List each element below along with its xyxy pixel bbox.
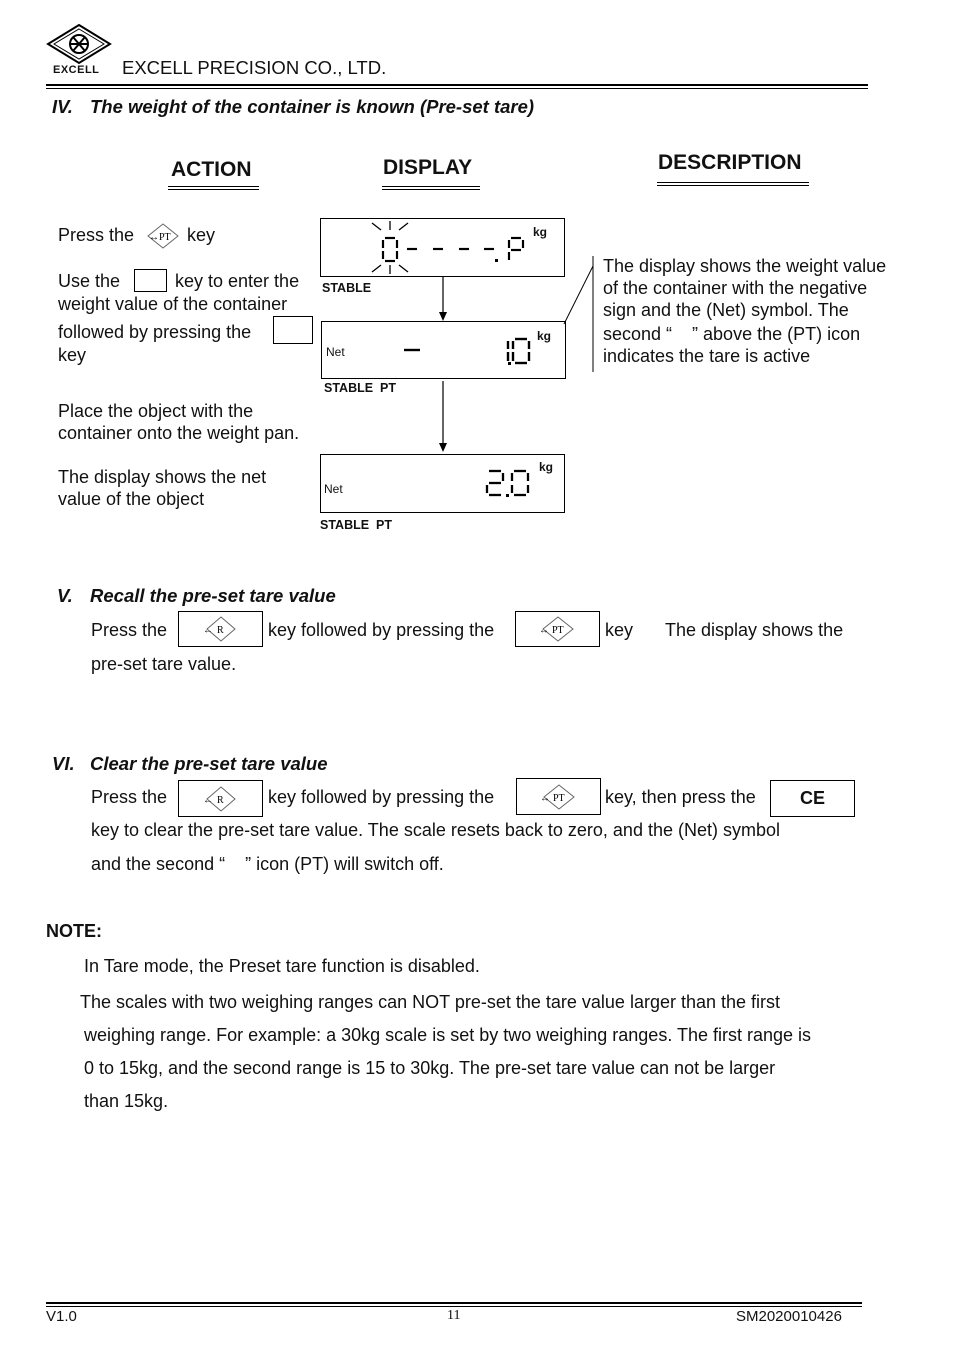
action-net-line1: The display shows the net xyxy=(58,467,267,487)
footer-doc-code: SM2020010426 xyxy=(736,1308,842,1325)
action-place-line2: container onto the weight pan. xyxy=(58,423,300,443)
section-v-number: V. xyxy=(57,585,73,606)
action-press-key: key xyxy=(187,225,216,245)
pt-key[interactable] xyxy=(515,611,600,647)
action-followed-key: key xyxy=(58,345,87,365)
header-rule xyxy=(46,84,868,89)
pt-key-label-3: PT xyxy=(553,793,565,804)
pt-key-3[interactable] xyxy=(516,778,601,815)
lcd-3-unit: kg xyxy=(539,460,554,474)
display-underline xyxy=(382,186,480,190)
excell-logo-icon xyxy=(46,24,112,66)
recall-key-2[interactable] xyxy=(178,780,263,817)
section-v-followed: key followed by pressing the xyxy=(268,620,495,640)
action-place-line1: Place the object with the xyxy=(58,401,254,421)
lcd-3-net-label: Net xyxy=(324,482,343,496)
pt-key-icon xyxy=(145,222,181,250)
svg-text:↔: ↔ xyxy=(149,232,159,243)
ce-key[interactable]: CE xyxy=(770,780,855,817)
section-iv-number: IV. xyxy=(52,96,73,117)
recall-key-label-2: R xyxy=(217,795,224,806)
lcd-3-digits xyxy=(321,455,564,512)
lcd-display-3 xyxy=(320,454,565,513)
arrow-down-icon xyxy=(436,276,450,321)
arrow-down-icon-2 xyxy=(436,381,450,453)
recall-key-label: R xyxy=(217,625,224,636)
lcd-3-status: STABLE PT xyxy=(320,518,392,532)
action-use-line2: weight value of the container xyxy=(58,294,288,314)
lcd-2-status: STABLE PT xyxy=(324,381,396,395)
pt-key-icon-3 xyxy=(539,783,577,811)
svg-text:↔: ↔ xyxy=(540,793,550,804)
lcd-display-2 xyxy=(321,321,566,379)
action-use: Use the xyxy=(58,271,121,291)
section-vi-followed: key followed by pressing the xyxy=(268,787,495,807)
recall-key[interactable] xyxy=(178,611,263,647)
lcd-2-digits xyxy=(322,322,565,378)
column-display-heading: DISPLAY xyxy=(383,156,473,179)
section-vi-title: Clear the pre-set tare value xyxy=(90,753,328,774)
company-name: EXCELL PRECISION CO., LTD. xyxy=(122,57,387,78)
action-followed: followed by pressing the xyxy=(58,322,252,342)
action-use-post: key to enter the xyxy=(175,271,300,291)
action-net-line2: value of the object xyxy=(58,489,205,509)
section-vi-press: Press the xyxy=(91,787,168,807)
lcd-1-digits xyxy=(321,219,564,276)
column-description-heading: DESCRIPTION xyxy=(658,151,802,174)
flash-rays-icon xyxy=(372,221,408,274)
section-v-key: key xyxy=(605,620,634,640)
lcd-2-unit: kg xyxy=(537,329,552,343)
footer-rule xyxy=(46,1302,862,1307)
note-p2-line4: than 15kg. xyxy=(84,1091,169,1111)
recall-key-icon-2 xyxy=(201,785,237,813)
action-underline xyxy=(168,186,259,190)
section-v-press: Press the xyxy=(91,620,168,640)
recall-key-icon xyxy=(201,615,237,643)
lcd-1-status: STABLE xyxy=(322,281,372,295)
section-v-shows: The display shows the xyxy=(665,620,844,640)
column-action-heading: ACTION xyxy=(171,158,252,181)
action-press: Press the xyxy=(58,225,135,245)
lcd-display-1 xyxy=(320,218,565,277)
svg-text:↔: ↔ xyxy=(539,625,549,636)
description-line2: of the container with the negative xyxy=(603,278,868,298)
lcd-1-unit: kg xyxy=(533,225,548,239)
lcd-2-net-label: Net xyxy=(326,345,345,359)
description-line5: indicates the tare is active xyxy=(603,346,811,366)
description-line4: second “ ” above the (PT) icon xyxy=(603,324,861,344)
footer-version: V1.0 xyxy=(46,1308,77,1325)
section-vi-line2: key to clear the pre-set tare value. The scale resets back to zero, and the (Net) symbol xyxy=(91,820,780,840)
note-p2-line3: 0 to 15kg, and the second range is 15 to 30kg. The pre-set tare value can not be larger xyxy=(84,1058,776,1078)
description-underline xyxy=(657,182,809,186)
logo-text: EXCELL xyxy=(53,64,100,76)
svg-text:←: ← xyxy=(203,625,213,636)
section-vi-then: key, then press the xyxy=(605,787,756,807)
section-iv-title: The weight of the container is known (Pre-set tare) xyxy=(90,96,535,117)
section-v-line2: pre-set tare value. xyxy=(91,654,237,674)
numeric-key[interactable] xyxy=(134,269,167,292)
section-v-title: Recall the pre-set tare value xyxy=(90,585,336,606)
pt-key-icon-2 xyxy=(538,615,576,643)
description-line3: sign and the (Net) symbol. The xyxy=(603,300,849,320)
note-p2-line2: weighing range. For example: a 30kg scale is set by two weighing ranges. The first range is xyxy=(84,1025,812,1045)
footer-page-number: 11 xyxy=(447,1308,461,1323)
svg-text:←: ← xyxy=(203,795,213,806)
pt-key-label: PT xyxy=(159,232,171,243)
callout-bracket xyxy=(562,252,598,376)
section-vi-number: VI. xyxy=(52,753,75,774)
confirm-key[interactable] xyxy=(273,316,313,344)
description-line1: The display shows the weight value xyxy=(603,256,887,276)
section-vi-line3: and the second “ ” icon (PT) will switch off. xyxy=(91,854,444,874)
pt-key-label-2: PT xyxy=(552,625,564,636)
note-p2-line1: The scales with two weighing ranges can NOT pre-set the tare value larger than the first xyxy=(80,992,781,1012)
note-label: NOTE: xyxy=(46,921,102,941)
note-p1: In Tare mode, the Preset tare function is disabled. xyxy=(84,956,480,976)
